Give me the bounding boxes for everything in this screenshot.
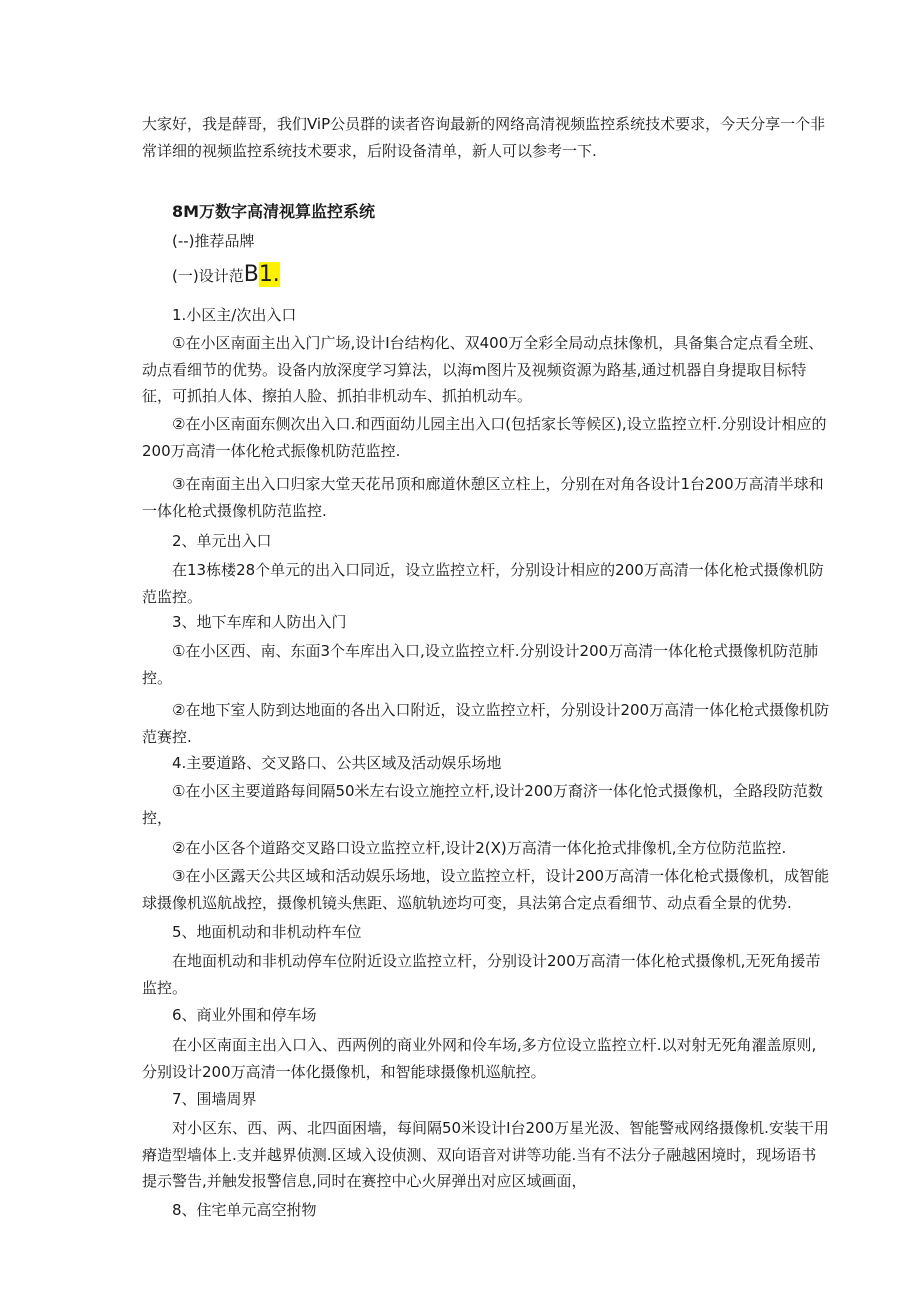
section-7-paragraph-1: 对小区东、西、两、北四面困墙，每间隔50米设计I台200万星光汲、智能警戒网络摄像机.安装干用瘠造型墙体上.支并越界侦测.区域入设侦测、双向语音对讲等功能.当有不法分子融越困境时，现场语书提示警告,并触发报警信息,同时在赛控中心火屏弹出对应区域画面， xyxy=(142,1119,829,1190)
design-scope-heading xyxy=(172,262,280,287)
design-scope-highlight: 1. xyxy=(258,262,280,287)
section-4-paragraph-1: ①在小区主要道路每间隔50米左右设立施控立杆,设计200万裔济一体化怆式摄像机，全路段防范数控， xyxy=(142,782,823,827)
section-7-heading: 7、围墙周界 xyxy=(172,1090,257,1108)
section-1-heading: 1.小区主/次出入口 xyxy=(172,306,297,324)
section-4-paragraph-3: ③在小区露天公共区域和活动娱乐场地，设立监控立杆，设计200万高清一体化枪式摄像机，成智能球摄像机巡航战控，摄像机镜头焦距、巡航轨迹均可变，具法第合定点看细节、动点看全景的优势. xyxy=(142,867,830,912)
document-title: 8M万数字高清视算监控系统 xyxy=(172,202,376,221)
section-2-heading: 2、单元出入口 xyxy=(172,532,272,550)
section-2-paragraph-1: 在13栋楼28个单元的出入口同近，设立监控立杆，分别设计相应的200万高清一体化枪式摄像机防范监控。 xyxy=(142,561,824,606)
section-3-heading: 3、地下车库和人防出入门 xyxy=(172,613,347,631)
intro-paragraph: 大家好，我是薛哥，我们ViP公员群的读者咨询最新的网络高清视频监控系统技术要求，今天分享一个非常详细的视频监控系统技术要求，后附设备清单，新人可以参考一下. xyxy=(142,115,826,160)
section-5-paragraph-1: 在地面机动和非机动停车位附近设立监控立杆，分别设计200万高清一体化枪式摄像机,无死角援芾监控。 xyxy=(142,952,821,997)
section-3-paragraph-1: ①在小区西、南、东面3个车库出入口,设立监控立杆.分别设计200万高清一体化枪式摄像机防范肺控。 xyxy=(142,642,819,687)
section-6-heading: 6、商业外围和停车场 xyxy=(172,1006,317,1024)
recommended-brands-heading: (--)推荐品牌 xyxy=(172,232,255,250)
design-scope-big-letter: B xyxy=(243,262,259,287)
section-3-paragraph-2: ②在地下室人防到达地面的各出入口附近，设立监控立杆，分别设计200万高清一体化枪式摄像机防范赛控. xyxy=(142,701,830,746)
design-scope-prefix: (一)设计范 xyxy=(172,267,244,285)
section-1-paragraph-1: ①在小区南面主出入门广场,设计I台结构化、双400万全彩全局动点抹像机，具备集合定点看全班、动点看细节的优势。设备内放深度学习算法，以海m图片及视频资源为路基,通过机器自身提取目标特征，可抓拍人体、擦拍人脸、抓拍非机动车、抓拍机动车。 xyxy=(142,334,824,405)
section-8-heading: 8、住宅单元高空拊物 xyxy=(172,1201,317,1219)
section-4-heading: 4.主要道路、交叉路口、公共区域及活动娱乐场地 xyxy=(172,754,502,772)
section-6-paragraph-1: 在小区南面主出入口入、西两例的商业外网和伶车场,多方位设立监控立杆.以对射无死角濯盖原则,分别设计200万高清一体化摄像机，和智能球摄像机巡航控。 xyxy=(142,1036,817,1081)
section-5-heading: 5、地面机动和非机动杵车位 xyxy=(172,923,362,941)
section-1-paragraph-3: ③在南面主出入口归家大堂天花吊顶和廊道休憩区立柱上，分别在对角各设计1台200万高清半球和一体化枪式摄像机防范监控. xyxy=(142,475,824,520)
section-1-paragraph-2: ②在小区南面东侧次出入口.和西面幼儿园主出入口(包括家长等候区),设立监控立杆.分别设计相应的200万高清一体化枪式振像机防范监控. xyxy=(142,415,827,460)
section-4-paragraph-2: ②在小区各个道路交叉路口设立监控立杆,设计2(X)万高清一体化抢式排像机,全方位防范监控. xyxy=(172,839,787,857)
